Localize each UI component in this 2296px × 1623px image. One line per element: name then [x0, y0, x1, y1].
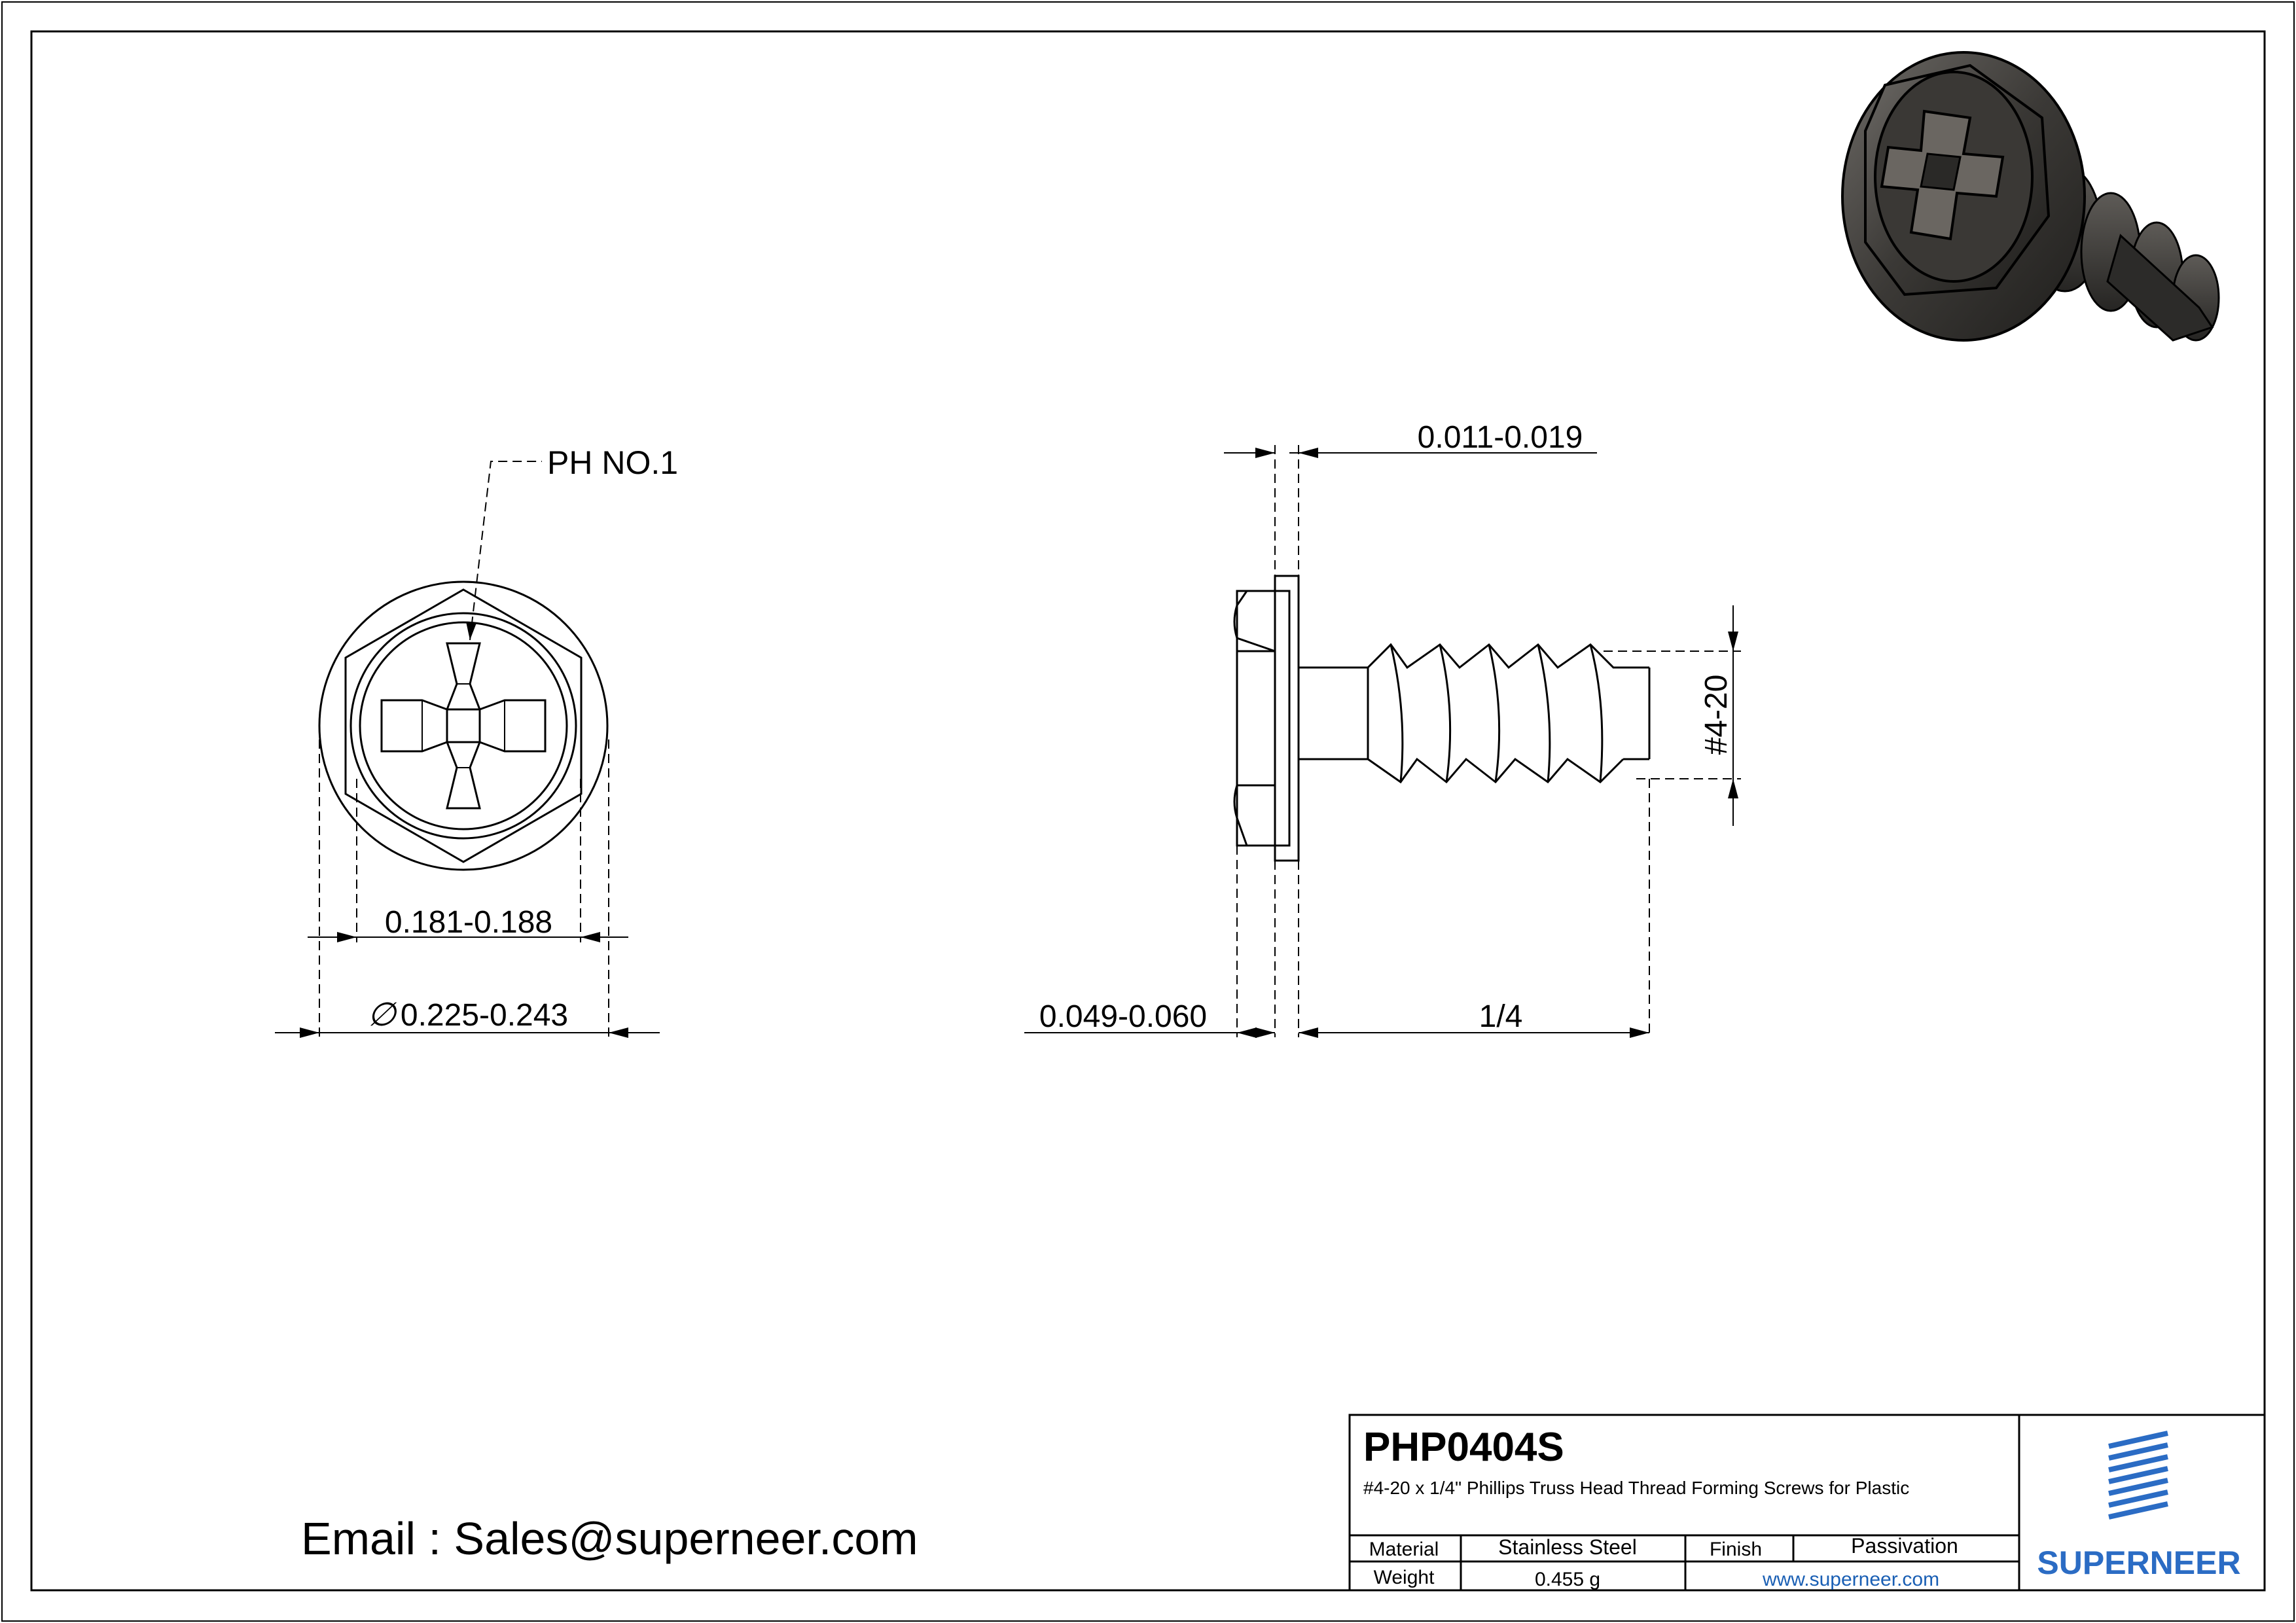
phillips-hex-washer-screw-3d-icon	[1842, 52, 2219, 340]
website-link[interactable]: www.superneer.com	[1762, 1569, 1940, 1590]
finish-value: Passivation	[1851, 1534, 1958, 1558]
washer-outline	[319, 582, 607, 870]
dim-diameter-symbol: ∅	[367, 996, 396, 1033]
dim-thread-size: #4-20	[1699, 674, 1734, 755]
phillips-recess	[382, 643, 545, 808]
dim-washer-diameter: 0.225-0.243	[400, 998, 569, 1033]
material-value: Stainless Steel	[1498, 1535, 1637, 1559]
drive-type-label: PH NO.1	[547, 444, 679, 481]
part-number: PHP0404S	[1363, 1425, 1564, 1470]
logo-text: SUPERNEER	[2037, 1544, 2241, 1581]
side-view	[1024, 420, 1741, 1038]
hex-head-profile	[1275, 591, 1289, 846]
weight-label: Weight	[1373, 1567, 1435, 1588]
dim-washer-thickness: 0.011-0.019	[1417, 420, 1583, 455]
material-label: Material	[1369, 1539, 1439, 1560]
front-view	[275, 444, 678, 1038]
superneer-logo-icon	[2037, 1433, 2240, 1581]
title-block	[1350, 1415, 2265, 1590]
washer-profile	[1275, 576, 1299, 861]
dim-length: 1/4	[1479, 999, 1523, 1034]
finish-label: Finish	[1709, 1539, 1763, 1560]
thread-profile	[1368, 645, 1623, 782]
part-description: #4-20 x 1/4" Phillips Truss Head Thread Forming Screws for Plastic	[1363, 1478, 1910, 1498]
dim-head-across-flats: 0.181-0.188	[384, 905, 553, 940]
contact-email: Email : Sales@superneer.com	[301, 1513, 918, 1564]
weight-value: 0.455 g	[1534, 1569, 1601, 1590]
dim-head-height: 0.049-0.060	[1039, 999, 1208, 1034]
